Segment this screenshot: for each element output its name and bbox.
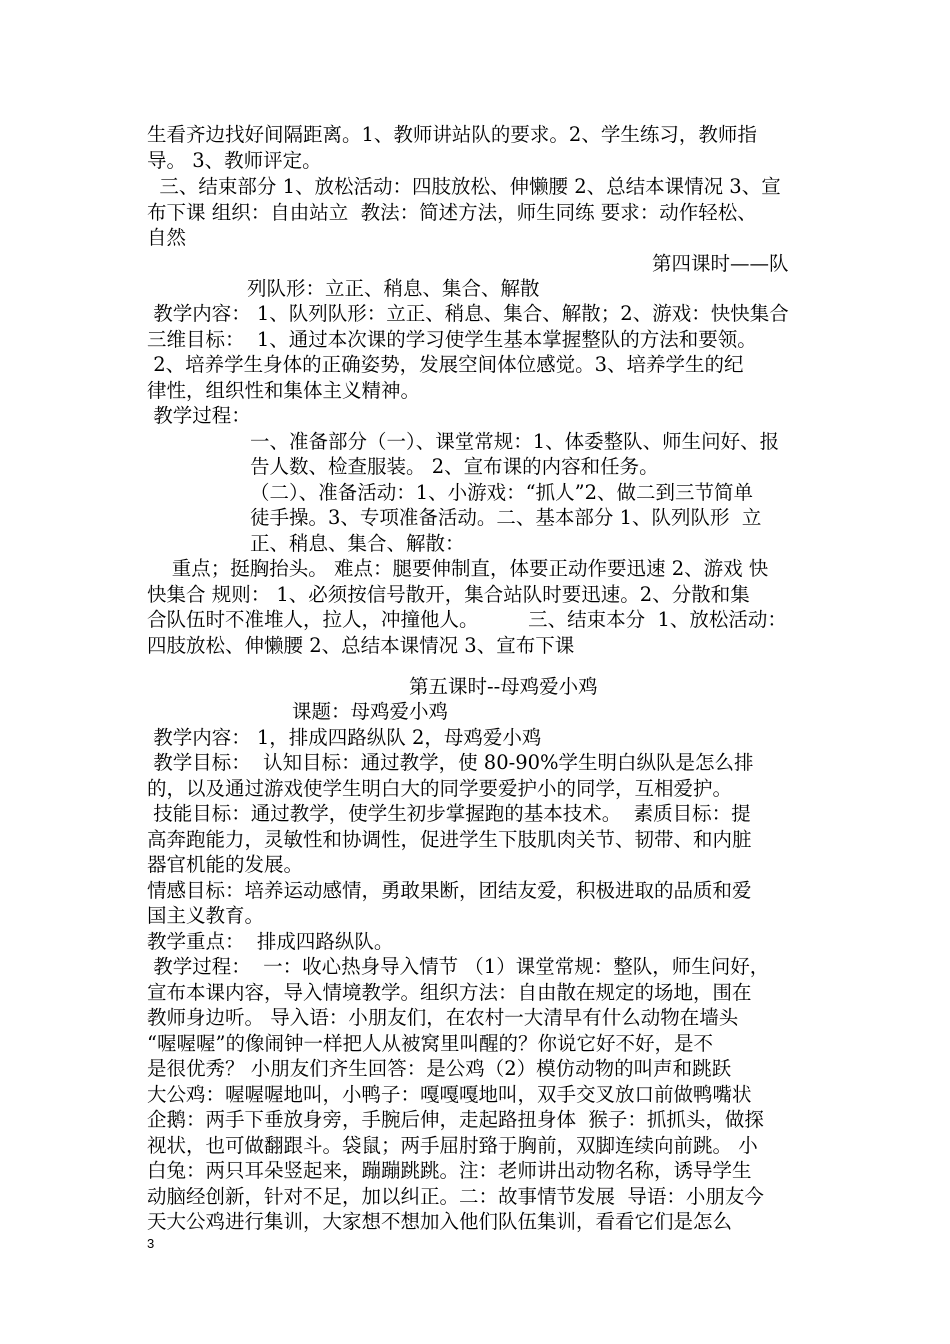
text-line: 三、结束部分 1、放松活动：四肢放松、伸懒腰 2、总结本课情况 3、宣 <box>147 175 781 198</box>
text-line: 合队伍时不准堆人，拉人，冲撞他人。 三、结束本分 1、放松活动： <box>147 608 787 631</box>
text-line: 教学过程： 一：收心热身导入情节 （1）课堂常规：整队，师生问好， <box>147 955 770 978</box>
lesson-5-topic: 课题：母鸡爱小鸡 <box>292 700 449 723</box>
text-line: 三维目标： 1、通过本次课的学习使学生基本掌握整队的方法和要领。 <box>147 328 757 351</box>
text-line: 生看齐边找好间隔距离。1、教师讲站队的要求。2、学生练习，教师指 <box>147 123 757 146</box>
text-line: 教学内容： 1、队列队形：立正、稍息、集合、解散；2、游戏：快快集合 <box>147 302 789 325</box>
text-line: 重点；挺胸抬头。 难点：腿要伸制直，体要正动作要迅速 2、游戏 快 <box>147 557 769 580</box>
text-line: 技能目标：通过教学，使学生初步掌握跑的基本技术。 素质目标：提 <box>147 802 751 825</box>
text-line: 2、培养学生身体的正确姿势，发展空间体位感觉。3、培养学生的纪 <box>147 353 744 376</box>
lesson-4-heading-continued: 列队形：立正、稍息、集合、解散 <box>247 277 540 300</box>
text-line: 教学目标： 认知目标：通过教学，使 80-90%学生明白纵队是怎么排 <box>147 751 754 774</box>
text-line: 四肢放松、伸懒腰 2、总结本课情况 3、宣布下课 <box>147 634 575 657</box>
text-line: 教学过程： <box>147 404 251 427</box>
text-line: 告人数、检查服装。 2、宣布课的内容和任务。 <box>250 455 659 478</box>
text-line: 动脑经创新，针对不足，加以纠正。二：故事情节发展 导语：小朋友今 <box>147 1185 764 1208</box>
text-line: （二）、准备活动：1、小游戏：“抓人”2、做二到三节简单 <box>250 481 754 504</box>
text-line: “喔喔喔”的像闹钟一样把人从被窝里叫醒的？你说它好不好，是不 <box>147 1032 713 1055</box>
text-line: 律性，组织性和集体主义精神。 <box>147 379 421 402</box>
page-number: 3 <box>147 1236 155 1251</box>
text-line: 教学内容： 1，排成四路纵队 2，母鸡爱小鸡 <box>147 726 542 749</box>
body-text <box>147 0 827 1233</box>
text-line: 正、稍息、集合、解散： <box>250 532 465 555</box>
text-line: 情感目标：培养运动感情，勇敢果断，团结友爱，积极进取的品质和爱 <box>147 879 752 902</box>
text-line: 白兔：两只耳朵竖起来，蹦蹦跳跳。注：老师讲出动物名称，诱导学生 <box>147 1159 752 1182</box>
text-line: 是很优秀？ 小朋友们齐生回答：是公鸡（2）模仿动物的叫声和跳跃 <box>147 1057 732 1080</box>
text-line: 企鹅：两手下垂放身旁，手腕后伸，走起路扭身体 猴子：抓抓头，做探 <box>147 1108 764 1131</box>
text-line: 一、准备部分（一）、课堂常规：1、体委整队、师生问好、报 <box>250 430 780 453</box>
text-line: 徒手操。3、专项准备活动。二、基本部分 1、队列队形 立 <box>250 506 762 529</box>
text-line: 布下课 组织：自由站立 教法：简述方法，师生同练 要求：动作轻松、 <box>147 201 757 224</box>
text-line: 教师身边听。 导入语：小朋友们，在农村一大清早有什么动物在墙头 <box>147 1006 739 1029</box>
text-line: 宣布本课内容，导入情境教学。组织方法：自由散在规定的场地，围在 <box>147 981 752 1004</box>
text-line: 天大公鸡进行集训，大家想不想加入他们队伍集训，看看它们是怎么 <box>147 1210 733 1233</box>
text-line: 导。 3、教师评定。 <box>147 149 322 172</box>
text-line: 大公鸡：喔喔喔地叫，小鸭子：嘎嘎嘎地叫，双手交叉放口前做鸭嘴状 <box>147 1083 752 1106</box>
text-line: 视状，也可做翻跟斗。袋鼠；两手屈肘臵于胸前，双脚连续向前跳。 小 <box>147 1134 758 1157</box>
text-line: 国主义教育。 <box>147 904 265 927</box>
lesson-5-heading: 第五课时--母鸡爱小鸡 <box>409 675 598 698</box>
text-line: 快集合 规则： 1、必须按信号散开，集合站队时要迅速。2、分散和集 <box>147 583 750 606</box>
lesson-4-heading: 第四课时——队 <box>652 252 789 275</box>
text-line: 高奔跑能力，灵敏性和协调性，促进学生下肢肌肉关节、韧带、和内脏 <box>147 828 752 851</box>
text-line: 器官机能的发展。 <box>147 853 304 876</box>
text-line: 教学重点： 排成四路纵队。 <box>147 930 394 953</box>
text-line: 的，以及通过游戏使学生明白大的同学要爱护小的同学，互相爱护。 <box>147 777 733 800</box>
text-line: 自然 <box>147 226 187 249</box>
